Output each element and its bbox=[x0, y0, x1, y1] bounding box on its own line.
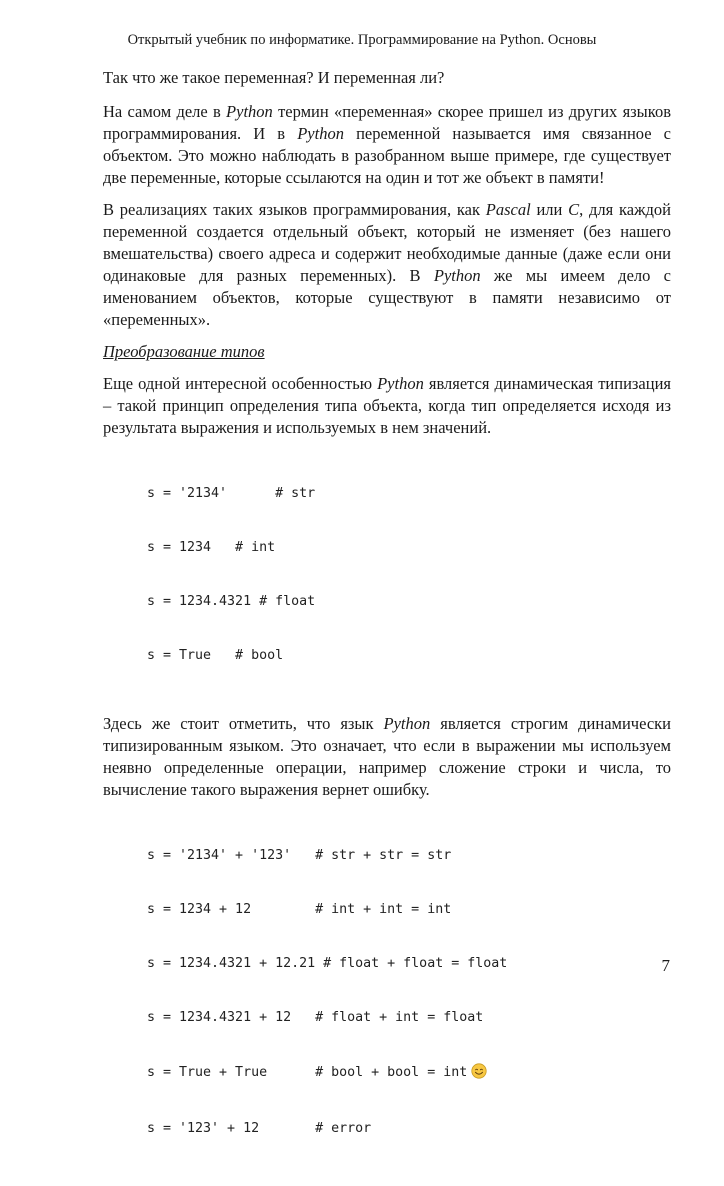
intro-question: Так что же такое переменная? И переменная ли? bbox=[103, 68, 445, 87]
paragraph-strong-typing bbox=[103, 713, 671, 801]
code-line: s = '2134' + '123' # str + str = str bbox=[147, 848, 452, 863]
code-line-with-emoji bbox=[147, 1063, 671, 1084]
paragraph-other-languages bbox=[103, 199, 671, 331]
code-line: s = '123' + 12 # error bbox=[147, 1121, 372, 1136]
smiley-icon bbox=[471, 1063, 487, 1079]
code-line: s = 1234 # int bbox=[147, 540, 276, 555]
code-line: s = 1234.4321 + 12.21 # float + float = float bbox=[147, 956, 508, 971]
text-run: , для каждой переменной создается отдельный объект, который не изменяет (без нашего вмешательства) своего адреса и содержит необходимые данные (даже если они одинаковые для разных переменных). В bbox=[103, 200, 671, 285]
text-run: термин «переменная» скорее пришел из других языков программирования. И в bbox=[103, 102, 671, 143]
text-run: переменной называется имя связанное с объектом. Это можно наблюдать в разобранном выше примере, где существует две переменные, которые ссылаются на один и тот же объект в памяти! bbox=[103, 124, 671, 187]
text-run: или bbox=[530, 200, 569, 219]
text-run: На самом деле в bbox=[103, 102, 227, 121]
term-python: Python bbox=[383, 714, 431, 733]
text-run: Здесь же стоит отметить, что язык bbox=[103, 714, 384, 733]
text-run: является динамическая типизация – такой принцип определения типа объекта, когда тип определяется исходя из результата выражения и используемых в нем значений. bbox=[103, 374, 671, 437]
term-python: Python bbox=[433, 266, 481, 285]
code-block-types bbox=[147, 449, 671, 701]
code-line: s = True + True # bool + bool = int bbox=[147, 1065, 468, 1080]
code-line: s = '2134' # str bbox=[147, 486, 316, 501]
running-header: Открытый учебник по информатике. Программирование на Python. Основы bbox=[127, 32, 597, 48]
paragraph-dynamic-typing bbox=[103, 373, 671, 439]
text-run: В реализациях таких языков программирования, как bbox=[103, 200, 486, 219]
page-number: 7 bbox=[661, 956, 670, 975]
code-line: s = 1234 + 12 # int + int = int bbox=[147, 902, 452, 917]
code-line: s = True # bool bbox=[147, 648, 284, 663]
section-title: Преобразование типов bbox=[103, 342, 265, 361]
page-body bbox=[103, 67, 671, 1186]
term-pascal: Pascal bbox=[485, 200, 531, 219]
term-python: Python bbox=[226, 102, 273, 121]
term-c: C bbox=[568, 200, 580, 219]
code-block-operations bbox=[147, 811, 671, 1174]
term-python: Python bbox=[377, 374, 424, 393]
text-run: же мы имеем дело с именованием объектов, которые существуют в памяти независимо от «переменных». bbox=[103, 266, 672, 329]
code-line: s = 1234.4321 + 12 # float + int = float bbox=[147, 1010, 484, 1025]
term-python: Python bbox=[297, 124, 344, 143]
code-line: s = 1234.4321 # float bbox=[147, 594, 316, 609]
text-run: Еще одной интересной особенностью bbox=[103, 374, 378, 393]
text-run: является строгим динамически типизированным языком. Это означает, что если в выражении мы используем неявно определенные операции, например сложение строки и числа, то вычисление такого выражения вернет ошибку. bbox=[103, 714, 672, 799]
paragraph-variable-meaning bbox=[103, 101, 671, 189]
